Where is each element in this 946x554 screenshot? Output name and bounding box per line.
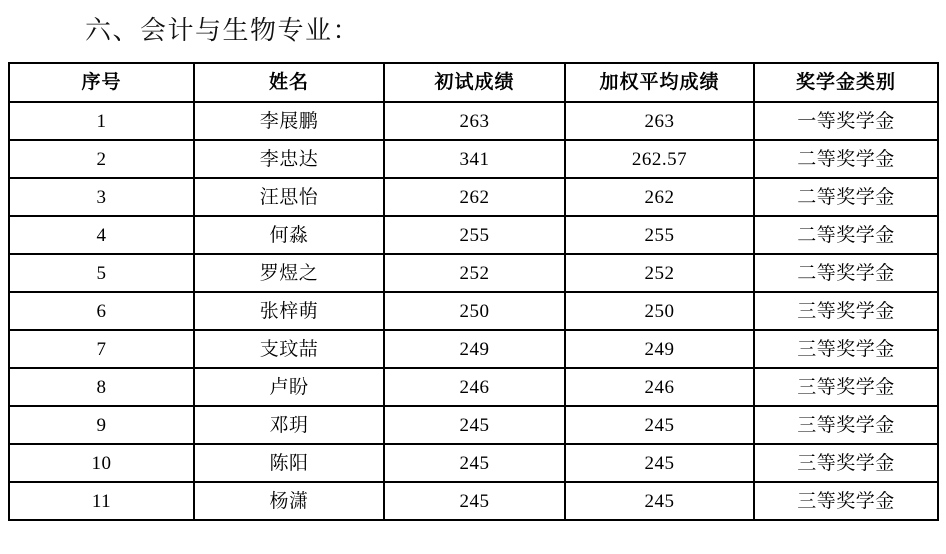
cell-name: 邓玥: [194, 406, 384, 444]
cell-serial: 6: [9, 292, 194, 330]
table-body: [9, 102, 938, 520]
table-row: [9, 102, 938, 140]
cell-serial: 7: [9, 330, 194, 368]
cell-serial: 9: [9, 406, 194, 444]
cell-weighted-avg-score: 262.57: [565, 140, 754, 178]
cell-initial-score: 263: [384, 102, 565, 140]
section-title: 六、会计与生物专业：: [85, 16, 361, 45]
cell-initial-score: 262: [384, 178, 565, 216]
table-row: [9, 444, 938, 482]
cell-weighted-avg-score: 249: [565, 330, 754, 368]
cell-initial-score: 246: [384, 368, 565, 406]
table-row: [9, 140, 938, 178]
cell-name: 陈阳: [194, 444, 384, 482]
cell-serial: 2: [9, 140, 194, 178]
cell-name: 张梓萌: [194, 292, 384, 330]
cell-scholarship-type: 三等奖学金: [754, 330, 938, 368]
column-header-serial: 序号: [9, 63, 194, 102]
column-header-name: 姓名: [194, 63, 384, 102]
table-row: [9, 330, 938, 368]
cell-name: 罗煜之: [194, 254, 384, 292]
cell-name: 汪思怡: [194, 178, 384, 216]
cell-name: 卢盼: [194, 368, 384, 406]
cell-initial-score: 245: [384, 406, 565, 444]
cell-scholarship-type: 三等奖学金: [754, 368, 938, 406]
table-header-row: [9, 63, 938, 102]
cell-initial-score: 250: [384, 292, 565, 330]
table-row: [9, 482, 938, 520]
cell-initial-score: 255: [384, 216, 565, 254]
cell-weighted-avg-score: 250: [565, 292, 754, 330]
cell-weighted-avg-score: 252: [565, 254, 754, 292]
cell-scholarship-type: 三等奖学金: [754, 444, 938, 482]
cell-weighted-avg-score: 245: [565, 482, 754, 520]
cell-serial: 1: [9, 102, 194, 140]
cell-serial: 10: [9, 444, 194, 482]
cell-name: 何淼: [194, 216, 384, 254]
cell-name: 支玟喆: [194, 330, 384, 368]
cell-weighted-avg-score: 245: [565, 444, 754, 482]
cell-weighted-avg-score: 255: [565, 216, 754, 254]
table-row: [9, 178, 938, 216]
table-row: [9, 406, 938, 444]
column-header-initial-score: 初试成绩: [384, 63, 565, 102]
cell-name: 李展鹏: [194, 102, 384, 140]
scholarship-table: [8, 62, 939, 521]
cell-scholarship-type: 三等奖学金: [754, 292, 938, 330]
cell-weighted-avg-score: 246: [565, 368, 754, 406]
cell-weighted-avg-score: 245: [565, 406, 754, 444]
cell-weighted-avg-score: 262: [565, 178, 754, 216]
cell-scholarship-type: 三等奖学金: [754, 482, 938, 520]
cell-initial-score: 341: [384, 140, 565, 178]
cell-serial: 5: [9, 254, 194, 292]
cell-scholarship-type: 一等奖学金: [754, 102, 938, 140]
cell-serial: 8: [9, 368, 194, 406]
cell-initial-score: 245: [384, 444, 565, 482]
cell-initial-score: 252: [384, 254, 565, 292]
column-header-scholarship-type: 奖学金类别: [754, 63, 938, 102]
column-header-weighted-avg-score: 加权平均成绩: [565, 63, 754, 102]
cell-name: 李忠达: [194, 140, 384, 178]
table-row: [9, 254, 938, 292]
cell-scholarship-type: 二等奖学金: [754, 140, 938, 178]
table-row: [9, 216, 938, 254]
table-row: [9, 368, 938, 406]
cell-scholarship-type: 三等奖学金: [754, 406, 938, 444]
cell-scholarship-type: 二等奖学金: [754, 254, 938, 292]
cell-initial-score: 249: [384, 330, 565, 368]
table-row: [9, 292, 938, 330]
cell-scholarship-type: 二等奖学金: [754, 178, 938, 216]
cell-serial: 11: [9, 482, 194, 520]
cell-weighted-avg-score: 263: [565, 102, 754, 140]
cell-scholarship-type: 二等奖学金: [754, 216, 938, 254]
cell-serial: 3: [9, 178, 194, 216]
cell-name: 杨潇: [194, 482, 384, 520]
cell-serial: 4: [9, 216, 194, 254]
cell-initial-score: 245: [384, 482, 565, 520]
